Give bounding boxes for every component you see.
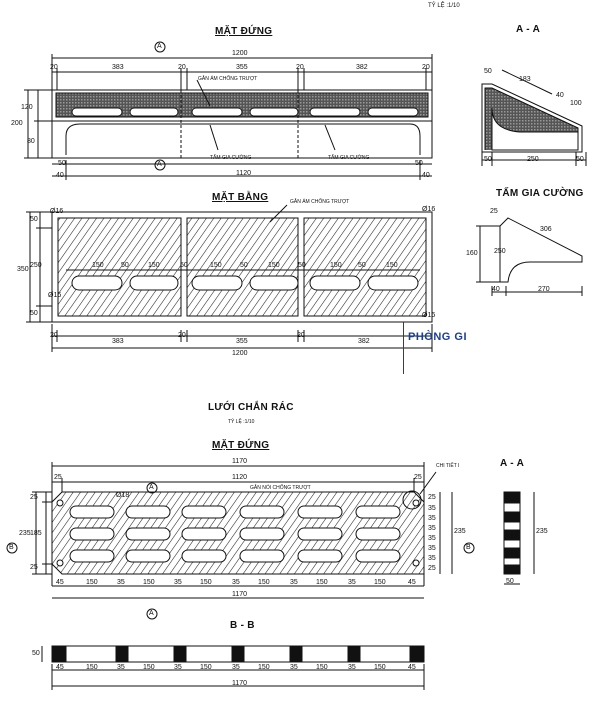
bottom-dim: 35 [117,579,125,586]
scale-label-top: TỶ LỆ :1/10 [428,3,460,9]
note-stiffener: TẤM GIA CƯỜNG [210,155,252,161]
plan-dim: 382 [358,338,370,345]
dim-1120: 1120 [232,474,248,481]
bb-dim-total: 1170 [232,680,248,687]
dim-height: 120 [21,104,33,111]
dim-40: 40 [56,172,64,179]
plan-gap-dim: 50 [298,262,306,269]
bottom-dim: 35 [348,579,356,586]
top-elevation-title: MẶT ĐỨNG [215,26,273,37]
dim-part: 355 [236,64,248,71]
plan-slot-dim: 150 [210,262,222,269]
right-dim: 35 [428,555,436,562]
dim-small: 50 [58,160,66,167]
section-mark-a: A [149,484,154,491]
aa-dim: 183 [519,76,531,83]
dim-part: 383 [112,64,124,71]
plan-vdim: 50 [30,310,38,317]
plan-vdim: 50 [30,216,38,223]
aa-dim-width: 50 [506,578,514,585]
left-dim: 185 [30,530,42,537]
plan-gap-dim: 50 [240,262,248,269]
bottom-section-aa-drawing [504,492,534,584]
detail-label: CHI TIẾT I [436,463,460,469]
bb-dim-height: 50 [32,650,40,657]
phi-label: Ø16 [48,292,62,299]
section-mark-a-top: A [157,43,162,50]
bb-dim: 150 [143,664,155,671]
section-mark-b: B [466,544,471,551]
bottom-dim: 150 [258,579,270,586]
stiffener-drawing [476,218,582,296]
aa-dim: 50 [484,68,492,75]
note-anti-slip: GÂN ÁM CHỐNG TRƯỢT [198,76,258,82]
section-bb-title: B - B [230,620,255,631]
right-dim: 35 [428,535,436,542]
bottom-dim: 150 [143,579,155,586]
phi-label: Ø16 [50,208,64,215]
bottom-dim: 45 [408,579,416,586]
stiffener-dim: 306 [540,226,552,233]
plan-slot-dim: 150 [330,262,342,269]
aa-dim: 40 [556,92,564,99]
bottom-dim: 150 [86,579,98,586]
dim-total-top: 1200 [232,50,248,57]
bottom-dim: 35 [232,579,240,586]
plan-slot-dim: 150 [148,262,160,269]
stiffener-dim: 25 [490,208,498,215]
phi-label: Ø16 [422,206,436,213]
plan-note-anti-slip: GÂN ÁM CHỐNG TRƯỢT [290,199,350,205]
plan-gap-dim: 50 [180,262,188,269]
phi-18: Ø18 [116,492,130,499]
stiffener-dim: 250 [494,248,506,255]
plan-gap-dim: 50 [358,262,366,269]
top-plan-drawing [26,205,432,352]
right-dim: 25 [428,565,436,572]
stamp-text: PHÒNG GI [408,331,468,343]
dim-25: 25 [54,474,62,481]
dim-height: 200 [11,120,23,127]
plan-title: MẶT BẰNG [212,192,269,203]
plan-vdim: 250 [30,262,42,269]
dim-part: 20 [50,64,58,71]
aa-dim: 250 [527,156,539,163]
section-aa-title-top: A - A [516,24,541,35]
bottom-dim: 150 [200,579,212,586]
right-dim: 35 [428,525,436,532]
plan-dim: 20 [297,332,305,339]
dim-part: 20 [178,64,186,71]
dim-40: 40 [422,172,430,179]
dim-height: 80 [27,138,35,145]
bottom-dim: 150 [316,579,328,586]
dim-part: 20 [296,64,304,71]
left-dim: 25 [30,494,38,501]
stiffener-dim: 40 [492,286,500,293]
plan-slot-dim: 150 [92,262,104,269]
right-dim: 35 [428,505,436,512]
dim-25: 25 [414,474,422,481]
bb-dim: 35 [117,664,125,671]
bottom-dim-total: 1170 [232,591,248,598]
bottom-dim: 45 [56,579,64,586]
bb-dim: 150 [258,664,270,671]
trash-rack-scale: TỶ LỆ :1/10 [228,419,255,425]
bb-dim: 35 [348,664,356,671]
aa-dim-total: 235 [536,528,548,535]
dim-part: 20 [422,64,430,71]
stiffener-dim: 160 [466,250,478,257]
plan-dim: 20 [178,332,186,339]
section-mark-a-bottom: A [157,161,162,168]
stamp-border [403,322,596,374]
dim-part: 382 [356,64,368,71]
bb-dim: 150 [316,664,328,671]
trash-rack-title: LƯỚI CHẮN RÁC [208,402,294,413]
note-stiffener: TẤM GIA CƯỜNG [328,155,370,161]
dim-1170: 1170 [232,458,248,465]
plan-slot-dim: 150 [386,262,398,269]
aa-dim: 50 [576,156,584,163]
right-dim: 35 [428,545,436,552]
plan-dim: 355 [236,338,248,345]
right-dim-total: 235 [454,528,466,535]
right-dim: 35 [428,515,436,522]
bottom-elevation-title: MẶT ĐỨNG [212,440,270,451]
aa-dim: 50 [484,156,492,163]
dim-1120: 1120 [236,170,252,177]
plan-vdim: 350 [17,266,29,273]
section-mark-b: B [9,544,14,551]
plan-gap-dim: 50 [121,262,129,269]
plan-dim: 20 [50,332,58,339]
phi-label: Ø16 [422,312,436,319]
plan-dim: 383 [112,338,124,345]
dim-small: 50 [415,160,423,167]
left-dim: 25 [30,564,38,571]
bb-dim: 35 [232,664,240,671]
top-section-aa-drawing [482,70,586,166]
left-dim: 235 [19,530,31,537]
bb-dim: 35 [174,664,182,671]
right-dim: 25 [428,494,436,501]
aa-dim: 100 [570,100,582,107]
anti-slip-rib-note: GÂN NỔI CHỐNG TRƯỢT [250,485,311,491]
bottom-dim: 150 [374,579,386,586]
bb-dim: 150 [374,664,386,671]
plan-dim-total: 1200 [232,350,248,357]
bb-dim: 45 [408,664,416,671]
bb-dim: 150 [86,664,98,671]
plan-slot-dim: 150 [268,262,280,269]
stiffener-title: TẤM GIA CƯỜNG [496,188,584,199]
bb-dim: 45 [56,664,64,671]
bb-dim: 35 [290,664,298,671]
section-mark-a: A [149,610,154,617]
bottom-dim: 35 [290,579,298,586]
stiffener-dim: 270 [538,286,550,293]
bottom-dim: 35 [174,579,182,586]
bb-dim: 150 [200,664,212,671]
section-aa-title-bottom: A - A [500,458,525,469]
